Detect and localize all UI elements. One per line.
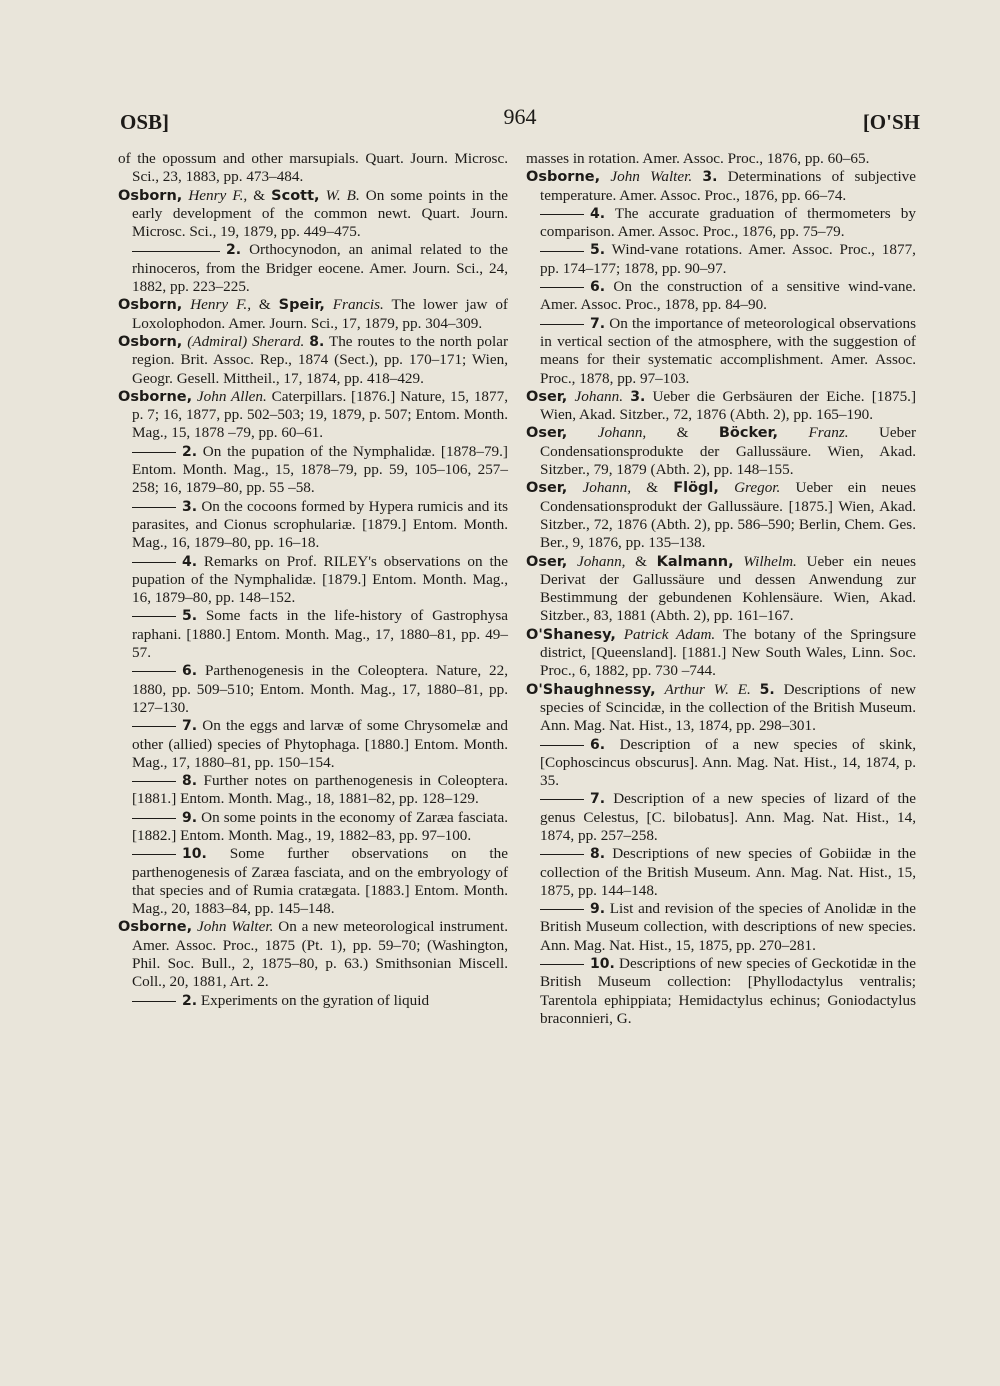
bibliography-entry	[526, 424, 916, 479]
ditto-entry	[118, 241, 508, 296]
ditto-rule	[540, 287, 584, 288]
ditto-rule	[132, 562, 176, 563]
entry-text: Descriptions of new species of Geckotidæ in the British Museum collection: [Phyllodactylus ventralis; Tarentola ephippiata; Hemidactylus echinus; Goniodactylus braconnieri, G.	[540, 955, 917, 1027]
entry-text: Experiments on the gyration of liquid	[200, 991, 430, 1009]
ditto-rule	[132, 781, 176, 782]
ditto-rule	[132, 507, 176, 508]
entry-continuation	[118, 150, 508, 187]
entry-text: On some points in the early development of the common newt. Quart. Journ. Microsc. Sci., 19, 1879, pp. 449–475.	[132, 186, 509, 241]
entry-text: The routes to the north polar region. Brit. Assoc. Rep., 1874 (Sect.), pp. 170–171; Wien, Geogr. Gesell. Mittheil., 17, 1874, pp. 418–429.	[132, 332, 509, 387]
ditto-entry	[118, 772, 508, 809]
ditto-entry	[526, 278, 916, 315]
ditto-entry	[118, 992, 508, 1010]
author-given-name: Johann,	[582, 479, 632, 497]
header-right-guide: [O'SH	[862, 110, 920, 134]
author-given-name: John Allen.	[196, 387, 267, 405]
coauthor-given-name: Gregor.	[734, 479, 781, 497]
entry-number: 2.	[182, 443, 198, 460]
coauthor-join: &	[646, 479, 659, 497]
entry-number: 7.	[590, 791, 606, 808]
ditto-entry	[118, 809, 508, 846]
ditto-entry	[118, 845, 508, 918]
ditto-rule	[132, 452, 176, 453]
entry-text: Wind-vane rotations. Amer. Assoc. Proc., 1877, pp. 174–177; 1878, pp. 90–97.	[540, 241, 916, 277]
ditto-entry	[526, 955, 916, 1028]
coauthor-join: &	[253, 186, 266, 204]
author-given-name: Johann.	[574, 387, 624, 405]
entry-number: 8.	[309, 333, 325, 350]
ditto-rule	[540, 745, 584, 746]
entry-number: 7.	[590, 315, 606, 332]
author-name: Osborne,	[526, 169, 601, 186]
author-name: O'Shanesy,	[526, 626, 616, 643]
coauthor-join: &	[676, 424, 689, 442]
coauthor-name: Speir,	[278, 297, 325, 314]
author-name: Osborn,	[118, 333, 183, 350]
bibliography-entry	[526, 553, 916, 626]
author-given-name: Arthur W. E.	[664, 680, 751, 698]
ditto-rule	[540, 964, 584, 965]
entry-text: List and revision of the species of Anolidæ in the British Museum collection, with descriptions of new species. Ann. Mag. Nat. Hist., 15, 1875, pp. 270–281.	[540, 900, 917, 954]
entry-text: The lower jaw of Loxolophodon. Amer. Journ. Sci., 17, 1879, pp. 304–309.	[132, 296, 508, 332]
ditto-entry	[526, 315, 916, 388]
entry-number: 2.	[226, 242, 242, 259]
entry-number: 3.	[182, 498, 198, 515]
ditto-rule	[132, 1001, 176, 1002]
bibliography-entry	[118, 296, 508, 333]
author-name: Osborne,	[118, 919, 193, 936]
entry-text: Ueber die Gerbsäuren der Eiche. [1875.] Wien, Akad. Sitzber., 72, 1876 (Abth. 2), pp. 165–190.	[540, 387, 917, 424]
entry-number: 6.	[182, 663, 198, 680]
ditto-rule	[132, 726, 176, 727]
ditto-entry	[118, 717, 508, 772]
entry-text: On the eggs and larvæ of some Chrysomelæ and other (allied) species of Phytophaga. [1880.] Entom. Month. Mag., 17, 1880–81, pp. 150–154.	[132, 717, 509, 771]
entry-number: 8.	[590, 846, 606, 863]
bibliography-entry	[118, 187, 508, 242]
bibliography-entry	[526, 681, 916, 736]
coauthor-name: Flögl,	[673, 480, 719, 497]
entry-text: Description of a new species of skink, [Cophoscincus obscurus]. Ann. Mag. Nat. Hist., 14, 1874, p. 35.	[540, 735, 916, 790]
entry-text: Caterpillars. [1876.] Nature, 15, 1877, p. 7; 16, 1877, pp. 502–503; 19, 1879, p. 507; Entom. Month. Mag., 15, 1878 –79, pp. 60–61.	[132, 387, 508, 442]
entry-number: 2.	[182, 992, 198, 1009]
entry-number: 6.	[590, 279, 606, 296]
ditto-rule	[540, 909, 584, 910]
coauthor-name: Scott,	[271, 187, 320, 204]
author-given-name: (Admiral) Sherard.	[187, 332, 305, 350]
entry-number: 9.	[590, 901, 606, 918]
entry-text: of the opossum and other marsupials. Quart. Journ. Microsc. Sci., 23, 1883, pp. 473–484.	[118, 150, 508, 186]
entry-text: On the importance of meteorological observations in vertical section of the atmosphere, with the suggestion of means for their systematic accomplishment. Amer. Assoc. Proc., 1878, pp. 97–103.	[540, 314, 917, 387]
entry-text: Orthocynodon, an animal related to the rhinoceros, from the Bridger eocene. Amer. Journ. Sci., 24, 1882, pp. 223–225.	[132, 241, 508, 296]
ditto-rule	[132, 251, 220, 252]
entry-text: On some points in the economy of Zaræa fasciata. [1882.] Entom. Month. Mag., 19, 1882–83, pp. 97–100.	[132, 808, 508, 844]
coauthor-join: &	[258, 296, 271, 314]
bibliography-entry	[118, 388, 508, 443]
ditto-entry	[526, 205, 916, 242]
entry-text: On a new meteorological instrument. Amer. Assoc. Proc., 1875 (Pt. 1), pp. 59–70; (Washington, Phil. Soc. Bull., 2, 1875–80, p. 63.) Smithsonian Miscell. Coll., 20, 1881, Art. 2.	[132, 918, 509, 991]
author-given-name: Henry F.,	[188, 186, 248, 204]
entry-text: Further notes on parthenogenesis in Coleoptera. [1881.] Entom. Month. Mag., 18, 1881–82, pp. 128–129.	[132, 772, 508, 808]
coauthor-name: Kalmann,	[656, 553, 734, 570]
entry-text: The accurate graduation of thermometers by comparison. Amer. Assoc. Proc., 1876, pp. 75–79.	[540, 204, 916, 241]
right-column	[526, 150, 916, 1028]
entry-text: Ueber ein neues Condensationsprodukt der Gallussäure. [1875.] Wien, Akad. Sitzber., 72, 1876 (Abth. 2), pp. 586–590; Berlin, Chem. Ges. Ber., 9, 1876, pp. 135–138.	[540, 479, 917, 552]
author-name: O'Shaughnessy,	[526, 681, 656, 698]
entry-text: Some facts in the life-history of Gastrophysa raphani. [1880.] Entom. Month. Mag., 17, 1880–81, pp. 49–57.	[132, 607, 508, 662]
author-name: Osborn,	[118, 297, 183, 314]
bibliography-entry	[526, 388, 916, 425]
entry-number: 3.	[630, 388, 646, 405]
ditto-rule	[132, 818, 176, 819]
ditto-rule	[540, 324, 584, 325]
entry-number: 9.	[182, 809, 198, 826]
entry-text: On the construction of a sensitive wind-vane. Amer. Assoc. Proc., 1878, pp. 84–90.	[540, 278, 916, 314]
author-given-name: Henry F.,	[190, 296, 251, 314]
author-name: Oser,	[526, 388, 568, 405]
entry-number: 8.	[182, 773, 198, 790]
ditto-rule	[540, 854, 584, 855]
bibliography-entry	[118, 918, 508, 991]
entry-continuation	[526, 150, 916, 168]
left-column	[118, 150, 508, 1010]
ditto-rule	[132, 616, 176, 617]
coauthor-given-name: W. B.	[325, 186, 360, 204]
entry-text: Determinations of subjective temperature. Amer. Assoc. Proc., 1876, pp. 66–74.	[540, 168, 917, 204]
page-number: 964	[503, 104, 537, 129]
author-given-name: Patrick Adam.	[623, 625, 716, 643]
ditto-rule	[540, 214, 584, 215]
author-given-name: John Walter.	[196, 918, 274, 936]
ditto-entry	[526, 241, 916, 278]
entry-text: Descriptions of new species of Scincidæ, in the collection of the British Museum. Ann. Mag. Nat. Hist., 13, 1874, pp. 298–301.	[540, 680, 917, 735]
author-given-name: Johann,	[597, 424, 647, 442]
coauthor-given-name: Franz.	[808, 424, 849, 442]
ditto-entry	[118, 498, 508, 553]
running-header	[120, 104, 920, 138]
author-name: Osborne,	[118, 388, 193, 405]
ditto-entry	[526, 900, 916, 955]
entry-text: Descriptions of new species of Gobiidæ in the collection of the British Museum. Ann. Mag. Nat. Hist., 15, 1875, pp. 144–148.	[540, 845, 917, 899]
ditto-rule	[540, 251, 584, 252]
ditto-entry	[526, 845, 916, 900]
author-name: Oser,	[526, 553, 568, 570]
entry-text: Remarks on Prof. RILEY's observations on the pupation of the Nymphalidæ. [1879.] Entom. Month. Mag., 16, 1879–80, pp. 148–152.	[132, 552, 509, 607]
entry-text: Some further observations on the parthenogenesis of Zaræa fasciata, and on the embryology of that species and of Rumia cratægata. [1883.] Entom. Month. Mag., 20, 1883–84, pp. 145–148.	[132, 845, 508, 918]
author-name: Osborn,	[118, 187, 183, 204]
bibliography-entry	[526, 626, 916, 681]
entry-number: 5.	[759, 681, 775, 698]
coauthor-join: &	[635, 552, 647, 570]
entry-text: The botany of the Springsure district, [Queensland]. [1881.] New South Wales, Linn. Soc. Proc., 6, 1882, pp. 730 –744.	[540, 625, 916, 680]
ditto-entry	[118, 443, 508, 498]
entry-number: 7.	[182, 718, 198, 735]
entry-text: Ueber Condensationsprodukte der Gallussäure. Wien, Akad. Sitzber., 79, 1879 (Abth. 2), pp. 148–155.	[540, 424, 917, 479]
entry-text: On the cocoons formed by Hypera rumicis and its parasites, and Cionus scrophulariæ. [1879.] Entom. Month. Mag., 16, 1879–80, pp. 16–18.	[132, 497, 508, 552]
header-left-guide: OSB]	[120, 110, 170, 134]
author-given-name: Johann,	[576, 552, 626, 570]
entry-number: 6.	[590, 736, 606, 753]
entry-number: 10.	[590, 956, 615, 973]
coauthor-given-name: Wilhelm.	[743, 552, 797, 570]
coauthor-given-name: Francis.	[332, 296, 384, 314]
entry-text: Ueber ein neues Derivat der Gallussäure und dessen Anwendung zur Bestimmung der gebundenen Kohlensäure. Wien, Akad. Sitzber., 83, 1881 (Abth. 2), pp. 161–167.	[540, 552, 917, 625]
entry-number: 4.	[182, 553, 198, 570]
entry-number: 10.	[182, 846, 207, 863]
bibliography-entry	[526, 168, 916, 205]
entry-text: On the pupation of the Nymphalidæ. [1878–79.] Entom. Month. Mag., 15, 1878–79, pp. 59, 105–106, 257–258; 16, 1879–80, pp. 55 –58.	[132, 442, 508, 497]
ditto-rule	[540, 799, 584, 800]
author-name: Oser,	[526, 425, 568, 442]
entry-number: 5.	[182, 608, 198, 625]
ditto-rule	[132, 671, 176, 672]
bibliography-entry	[118, 333, 508, 388]
entry-number: 5.	[590, 242, 606, 259]
ditto-entry	[118, 553, 508, 608]
ditto-entry	[526, 736, 916, 791]
entry-number: 3.	[702, 169, 718, 186]
author-name: Oser,	[526, 480, 568, 497]
entry-text: Description of a new species of lizard of the genus Celestus, [C. bilobatus]. Ann. Mag. Nat. Hist., 14, 1874, pp. 257–258.	[540, 790, 916, 844]
ditto-entry	[526, 790, 916, 845]
entry-text: masses in rotation. Amer. Assoc. Proc., 1876, pp. 60–65.	[526, 150, 870, 167]
ditto-rule	[132, 854, 176, 855]
ditto-entry	[118, 662, 508, 717]
coauthor-name: Böcker,	[718, 425, 779, 442]
author-given-name: John Walter.	[610, 168, 693, 186]
entry-number: 4.	[590, 205, 606, 222]
ditto-entry	[118, 607, 508, 662]
entry-text: Parthenogenesis in the Coleoptera. Nature, 22, 1880, pp. 509–510; Entom. Month. Mag., 17, 1880–81, pp. 127–130.	[132, 662, 508, 716]
bibliography-entry	[526, 479, 916, 552]
